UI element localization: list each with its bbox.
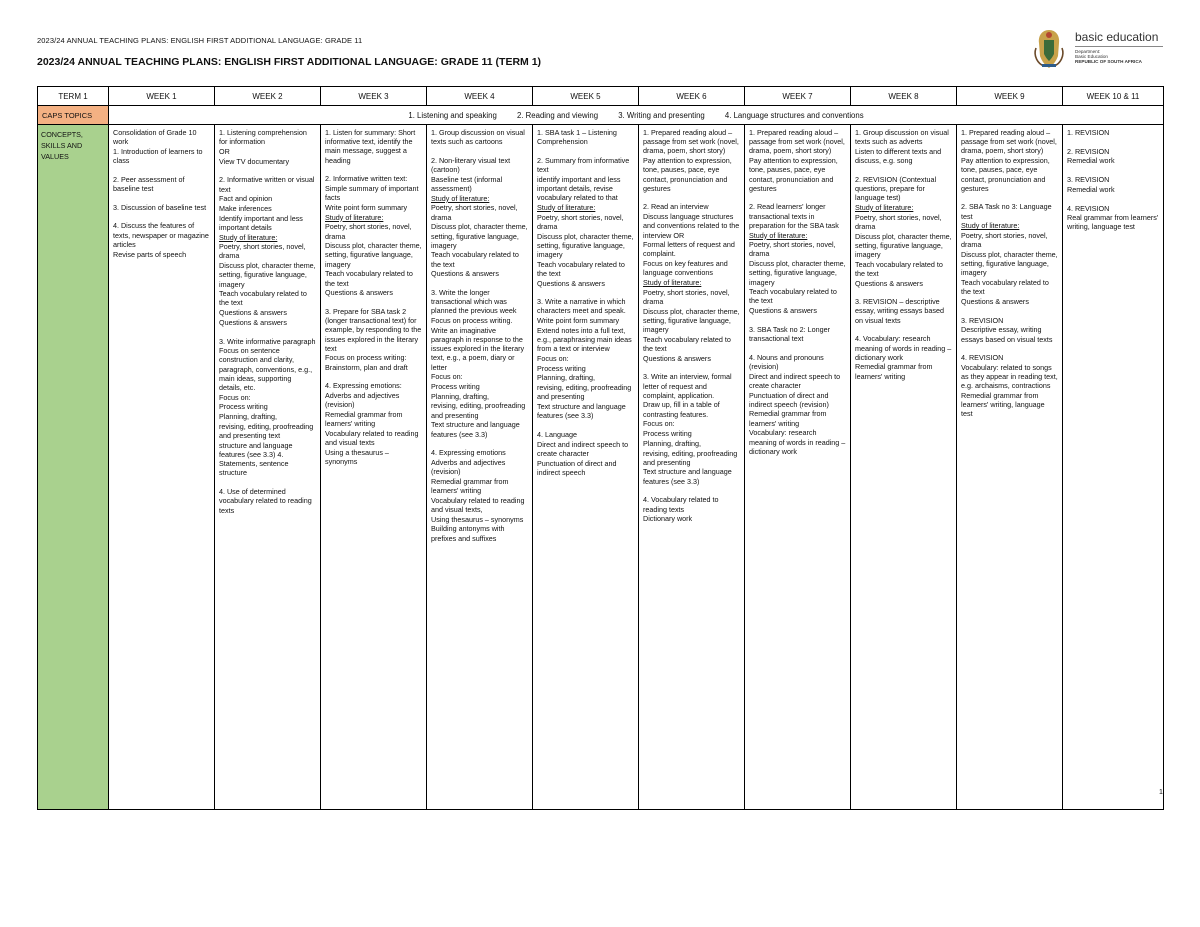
- item-spacer: [431, 279, 528, 288]
- item-spacer: [643, 486, 740, 495]
- week-cell: [533, 125, 639, 810]
- column-header-week-10-11: WEEK 10 & 11: [1063, 87, 1164, 106]
- week-content: [639, 125, 744, 527]
- plan-item: Remedial grammar from learners' writing: [325, 409, 403, 429]
- plan-item: Vocabulary related to reading and visual texts: [325, 428, 419, 448]
- plan-item: Teach vocabulary related to the text: [749, 287, 837, 306]
- plan-item: Direct and indirect speech to create character: [749, 371, 841, 390]
- plan-item: Adverbs and adjectives (revision): [325, 391, 400, 410]
- item-spacer: [643, 193, 740, 202]
- plan-item: Questions & answers: [219, 308, 287, 318]
- page-number: 1: [1159, 789, 1163, 796]
- plan-item: 1. SBA task 1 – Listening Comprehension: [537, 128, 617, 147]
- column-header-week-8: WEEK 8: [851, 87, 957, 106]
- plan-item: Focus on:: [219, 392, 251, 402]
- week-cell: [427, 125, 533, 810]
- plan-item: Pay attention to expression, tone, pauses, pace, eye contact, pronunciation and gestures: [749, 156, 838, 193]
- plan-item: Poetry, short stories, novel, drama: [961, 231, 1048, 250]
- plan-item: Make inferences: [219, 203, 272, 213]
- plan-item: Dictionary work: [643, 514, 693, 524]
- plan-item: 4. Expressing emotions: [431, 448, 506, 458]
- item-spacer: [325, 372, 422, 381]
- plan-item: Pay attention to expression, tone, pauses, pace, eye contact, pronunciation and gestures: [961, 156, 1050, 193]
- caps-topic: 3. Writing and presenting: [618, 110, 705, 120]
- plan-item: Teach vocabulary related to the text: [537, 259, 625, 278]
- plan-item: revising, editing, proofreading and presenting text: [219, 421, 314, 441]
- plan-item: Study of literature:: [749, 230, 808, 240]
- plan-item: Questions & answers: [855, 278, 923, 288]
- plan-item: Teach vocabulary related to the text: [961, 278, 1049, 297]
- plan-item: Teach vocabulary related to the text: [219, 289, 307, 308]
- plan-item: 3. Prepare for SBA task 2 (longer transactional text) for example, by responding to the issues explored in the literary text: [325, 306, 422, 353]
- plan-item: 4. Vocabulary: research meaning of words in reading – dictionary work: [855, 334, 952, 362]
- plan-item: revising, editing, proofreading and presenting: [431, 401, 526, 420]
- logo-country: REPUBLIC OF SOUTH AFRICA: [1075, 59, 1142, 64]
- plan-item: Process writing: [643, 429, 692, 439]
- item-spacer: [749, 344, 846, 353]
- plan-item: 2. SBA Task no 3: Language test: [961, 202, 1052, 221]
- week-cell: [215, 125, 321, 810]
- plan-item: 1. REVISION: [1067, 128, 1110, 137]
- plan-item: OR: [219, 146, 230, 156]
- week-cell: [957, 125, 1063, 810]
- plan-item: 4. Discuss the features of texts, newspaper or magazine articles: [113, 221, 209, 249]
- week-cell: [109, 125, 215, 810]
- item-spacer: [325, 298, 422, 307]
- plan-item: View TV documentary: [219, 156, 290, 166]
- plan-item: revising, editing, proofreading and presenting: [537, 383, 632, 402]
- item-spacer: [855, 288, 952, 297]
- plan-item: Remedial work: [1067, 156, 1115, 166]
- plan-item: 4. Vocabulary related to reading texts: [643, 495, 719, 514]
- coat-of-arms-icon: [1030, 26, 1068, 70]
- plan-item: Teach vocabulary related to the text: [855, 259, 943, 278]
- plan-item: Fact and opinion: [219, 194, 273, 204]
- plan-item: Process writing: [219, 402, 268, 412]
- plan-item: Remedial work: [1067, 184, 1115, 194]
- running-header: 2023/24 ANNUAL TEACHING PLANS: ENGLISH FIRST ADDITIONAL LANGUAGE: GRADE 11: [37, 36, 363, 45]
- plan-item: Poetry, short stories, novel, drama: [431, 203, 518, 222]
- week-content: [957, 125, 1062, 422]
- plan-item: 3. REVISION: [961, 315, 1004, 325]
- logo-department-label: Department:: [1075, 49, 1101, 54]
- plan-item: identify important and less important details, revise vocabulary related to that: [537, 174, 621, 203]
- plan-item: Poetry, short stories, novel, drama: [643, 287, 730, 306]
- item-spacer: [431, 439, 528, 448]
- plan-item: Process writing: [537, 363, 586, 373]
- plan-item: Descriptive essay, writing essays based on visual texts: [961, 325, 1053, 344]
- plan-item: Focus on:: [431, 372, 463, 382]
- week-content: [321, 125, 426, 470]
- caps-topic: 4. Language structures and conventions: [724, 110, 864, 120]
- plan-item: 2. Read learners' longer transactional texts in preparation for the SBA task: [749, 202, 839, 230]
- plan-item: Building antonyms with prefixes and suffixes: [431, 524, 505, 543]
- plan-item: Poetry, short stories, novel, drama: [537, 212, 624, 231]
- item-spacer: [961, 193, 1058, 202]
- item-spacer: [219, 166, 316, 175]
- plan-item: Revise parts of speech: [113, 249, 187, 259]
- item-spacer: [961, 307, 1058, 316]
- plan-item: 1. Group discussion on visual texts such as adverts: [855, 128, 949, 147]
- concepts-skills-values-label: CONCEPTS, SKILLS AND VALUES: [38, 125, 109, 810]
- plan-item: 4. REVISION: [1067, 203, 1110, 213]
- plan-item: Using thesaurus – synonyms: [431, 514, 524, 524]
- plan-item: Adverbs and adjectives (revision): [431, 458, 506, 477]
- column-header-week-3: WEEK 3: [321, 87, 427, 106]
- plan-item: Study of literature:: [325, 212, 384, 222]
- plan-item: 4. Use of determined vocabulary related to reading texts: [219, 487, 312, 515]
- plan-item: Identify important and less important details: [219, 213, 303, 232]
- item-spacer: [1067, 138, 1159, 147]
- plan-item: Remedial grammar from learners' writing, language test: [961, 391, 1045, 419]
- plan-item: Planning, drafting,: [431, 391, 489, 401]
- plan-item: 3. Write informative paragraph: [219, 336, 316, 346]
- plan-item: Poetry, short stories, novel, drama: [325, 222, 412, 241]
- plan-item: Vocabulary: research meaning of words in reading – dictionary work: [749, 428, 846, 456]
- item-spacer: [113, 166, 210, 175]
- logo-department-name: Basic Education: [1075, 54, 1108, 59]
- column-header-week-7: WEEK 7: [745, 87, 851, 106]
- plan-item: 1. Listening comprehension for information: [219, 128, 307, 147]
- plan-item: Formal letters of request and complaint.: [643, 240, 735, 259]
- plan-item: 1. Prepared reading aloud – passage from set work (novel, drama, poem, short story): [643, 128, 739, 156]
- week-content: [109, 125, 214, 262]
- plan-item: 2. Peer assessment of baseline test: [113, 174, 185, 194]
- item-spacer: [325, 165, 422, 174]
- plan-item: Discuss plot, character theme, setting, figurative language, imagery: [219, 261, 316, 289]
- column-header-week-1: WEEK 1: [109, 87, 215, 106]
- plan-item: Discuss plot, character theme, setting, figurative language, imagery: [961, 249, 1058, 278]
- item-spacer: [113, 194, 210, 203]
- plan-item: Focus on process writing.: [431, 316, 513, 326]
- item-spacer: [1067, 195, 1159, 204]
- plan-item: Planning, drafting,: [219, 412, 277, 422]
- plan-item: Discuss plot, character theme, setting, figurative language, imagery: [749, 259, 846, 287]
- plan-item: Text structure and language features (see 3.3): [431, 420, 520, 439]
- plan-item: Study of literature:: [961, 221, 1020, 231]
- column-header-week-4: WEEK 4: [427, 87, 533, 106]
- plan-item: 2. Non-literary visual text (cartoon): [431, 155, 511, 175]
- plan-item: 3. Write an interview, formal letter of request and complaint, application.: [643, 372, 732, 400]
- column-header-week-9: WEEK 9: [957, 87, 1063, 106]
- plan-item: 3. REVISION – descriptive essay, writing essays based on visual texts: [855, 297, 944, 325]
- logo-brand-text: basic education: [1075, 30, 1159, 44]
- plan-item: Text structure and language features (see 3.3): [643, 467, 732, 486]
- plan-item: Real grammar from learners' writing, language test: [1067, 213, 1159, 232]
- caps-topics-row: [38, 106, 1164, 125]
- plan-item: 3. Write the longer transactional which was planned the previous week: [431, 288, 517, 316]
- week-content: [745, 125, 850, 460]
- plan-item: Discuss plot, character theme, setting, figurative language, imagery: [643, 306, 740, 335]
- header-row: [38, 87, 1164, 106]
- plan-item: Study of literature:: [431, 193, 490, 203]
- plan-item: Using a thesaurus – synonyms: [325, 447, 389, 466]
- plan-item: Focus on:: [537, 353, 569, 363]
- plan-item: Teach vocabulary related to the text: [643, 334, 731, 353]
- plan-item: 2. Informative written text:: [325, 174, 408, 184]
- plan-item: 1. Prepared reading aloud – passage from set work (novel, drama, poem, short story): [749, 128, 845, 156]
- concepts-row: [38, 125, 1164, 810]
- plan-item: revising, editing, proofreading and presenting: [643, 448, 738, 467]
- item-spacer: [219, 478, 316, 487]
- plan-item: Write an imaginative paragraph in response to the issues explored in the literary text, e.g., a poem, diary or letter: [431, 325, 525, 372]
- item-spacer: [749, 316, 846, 325]
- plan-item: Direct and indirect speech to create character: [537, 439, 629, 458]
- plan-item: Questions & answers: [431, 269, 499, 279]
- plan-item: Remedial grammar from learners' writing: [855, 362, 933, 381]
- plan-item: Discuss plot, character theme, setting, figurative language, imagery: [325, 241, 422, 269]
- plan-item: Poetry, short stories, novel, drama: [749, 240, 836, 259]
- plan-item: Questions & answers: [325, 288, 393, 298]
- plan-item: Questions & answers: [749, 306, 817, 316]
- plan-item: 2. Summary from informative text: [537, 155, 630, 175]
- plan-item: Planning, drafting,: [537, 373, 595, 383]
- plan-item: Questions & answers: [961, 296, 1029, 306]
- plan-item: Discuss plot, character theme, setting, figurative language, imagery: [431, 222, 528, 250]
- plan-item: Focus on process writing: Brainstorm, plan and draft: [325, 353, 408, 372]
- plan-item: Process writing: [431, 382, 480, 392]
- plan-item: Study of literature:: [537, 202, 596, 212]
- basic-education-logo: [1030, 26, 1165, 72]
- item-spacer: [749, 193, 846, 202]
- plan-item: Text structure and language features (see 3.3): [537, 401, 626, 421]
- item-spacer: [855, 166, 952, 175]
- plan-item: Remedial grammar from learners' writing: [431, 476, 509, 496]
- column-header-week-2: WEEK 2: [215, 87, 321, 106]
- column-header-term: TERM 1: [38, 87, 109, 106]
- plan-item: Discuss plot, character theme, setting, figurative language, imagery: [537, 231, 634, 259]
- week-content: [533, 125, 638, 480]
- plan-item: Focus on:: [643, 419, 675, 429]
- caps-topics-list: [109, 106, 1164, 125]
- item-spacer: [855, 325, 952, 334]
- plan-item: Punctuation of direct and indirect speech: [537, 458, 617, 477]
- plan-item: 2. Read an interview: [643, 202, 709, 212]
- plan-item: Questions & answers: [219, 317, 287, 327]
- week-cell: [639, 125, 745, 810]
- plan-item: Punctuation of direct and indirect speech (revision): [749, 390, 829, 409]
- plan-item: Planning, drafting,: [643, 438, 701, 448]
- item-spacer: [537, 288, 634, 297]
- plan-item: 2. Informative written or visual text: [219, 175, 315, 194]
- plan-item: Questions & answers: [643, 353, 711, 363]
- plan-item: 4. Nouns and pronouns (revision): [749, 352, 824, 371]
- week-cell: [321, 125, 427, 810]
- plan-item: 3. REVISION: [1067, 175, 1110, 185]
- plan-item: Remedial grammar from learners' writing: [749, 409, 827, 428]
- item-spacer: [537, 147, 634, 156]
- item-spacer: [431, 147, 528, 156]
- week-content: [1063, 125, 1163, 235]
- plan-item: Simple summary of important facts: [325, 184, 419, 203]
- plan-item: Focus on key features and language conventions: [643, 259, 728, 278]
- caps-topic: 2. Reading and viewing: [516, 110, 599, 120]
- plan-item: Study of literature:: [643, 278, 702, 288]
- plan-item: Write point form summary: [325, 202, 408, 212]
- column-header-week-5: WEEK 5: [533, 87, 639, 106]
- item-spacer: [643, 363, 740, 372]
- plan-item: Study of literature:: [219, 232, 278, 242]
- plan-item: Consolidation of Grade 10 work: [113, 128, 197, 147]
- plan-item: 3. SBA Task no 2: Longer transactional text: [749, 324, 830, 344]
- plan-item: Poetry, short stories, novel, drama: [855, 212, 942, 231]
- plan-item: Draw up, fill in a table of contrasting features.: [643, 400, 720, 419]
- week-cell: [851, 125, 957, 810]
- plan-item: 1. Prepared reading aloud – passage from set work (novel, drama, poem, short story): [961, 128, 1057, 156]
- plan-item: Write point form summary: [537, 316, 620, 326]
- plan-item: Teach vocabulary related to the text: [431, 250, 519, 269]
- plan-item: Poetry, short stories, novel, drama: [219, 242, 306, 261]
- week-content: [427, 125, 532, 546]
- caps-topic: 1. Listening and speaking: [408, 110, 497, 120]
- week-cell: [1063, 125, 1164, 810]
- plan-item: 2. REVISION (Contextual questions, prepare for language test): [855, 174, 937, 203]
- plan-item: 2. REVISION: [1067, 146, 1110, 156]
- plan-item: Listen to different texts and discuss, e.g. song: [855, 146, 942, 166]
- column-header-week-6: WEEK 6: [639, 87, 745, 106]
- plan-item: Teach vocabulary related to the text: [325, 269, 413, 288]
- plan-item: 1. Introduction of learners to class: [113, 146, 203, 166]
- plan-item: Focus on sentence construction and clarity, paragraph, conventions, e.g., main ideas, supporting details, etc.: [219, 346, 313, 393]
- plan-item: Discuss plot, character theme, setting, figurative language, imagery: [855, 231, 952, 259]
- plan-item: Questions & answers: [537, 278, 605, 288]
- teaching-plan-table: [37, 86, 1164, 810]
- plan-item: 3. Write a narrative in which characters meet and speak.: [537, 297, 626, 316]
- item-spacer: [1067, 166, 1159, 175]
- item-spacer: [113, 212, 210, 221]
- plan-item: Baseline test (informal assessment): [431, 174, 503, 194]
- plan-item: Extend notes into a full text, e.g., paraphrasing main ideas from a text or interview: [537, 325, 632, 354]
- plan-item: Vocabulary: related to songs as they appear in reading text, e.g. archaisms, contractions: [961, 362, 1058, 391]
- document-title: 2023/24 ANNUAL TEACHING PLANS: ENGLISH FIRST ADDITIONAL LANGUAGE: GRADE 11 (TERM 1): [37, 56, 542, 68]
- item-spacer: [537, 421, 634, 430]
- plan-item: Vocabulary related to reading and visual texts,: [431, 495, 525, 515]
- plan-item: 4. Language: [537, 429, 577, 439]
- week-content: [851, 125, 956, 384]
- item-spacer: [961, 344, 1058, 353]
- week-content: [215, 125, 320, 518]
- caps-topics-label: CAPS TOPICS: [38, 106, 109, 125]
- logo-divider: [1075, 46, 1163, 47]
- plan-item: 1. Group discussion on visual texts such as cartoons: [431, 128, 525, 147]
- item-spacer: [219, 328, 316, 337]
- plan-item: Discuss language structures and conventions related to the interview OR: [643, 212, 740, 240]
- plan-item: 3. Discussion of baseline test: [113, 202, 207, 212]
- week-cell: [745, 125, 851, 810]
- plan-item: 4. Expressing emotions:: [325, 381, 402, 391]
- plan-item: Pay attention to expression, tone, pauses, pace, eye contact, pronunciation and gestures: [643, 156, 732, 193]
- plan-item: 4. REVISION: [961, 353, 1004, 363]
- plan-item: 1. Listen for summary: Short informative text, identify the main message, suggest a heading: [325, 128, 416, 165]
- plan-item: Study of literature:: [855, 202, 914, 212]
- plan-item: structure and language features (see 3.3) 4. Statements, sentence structure: [219, 440, 293, 478]
